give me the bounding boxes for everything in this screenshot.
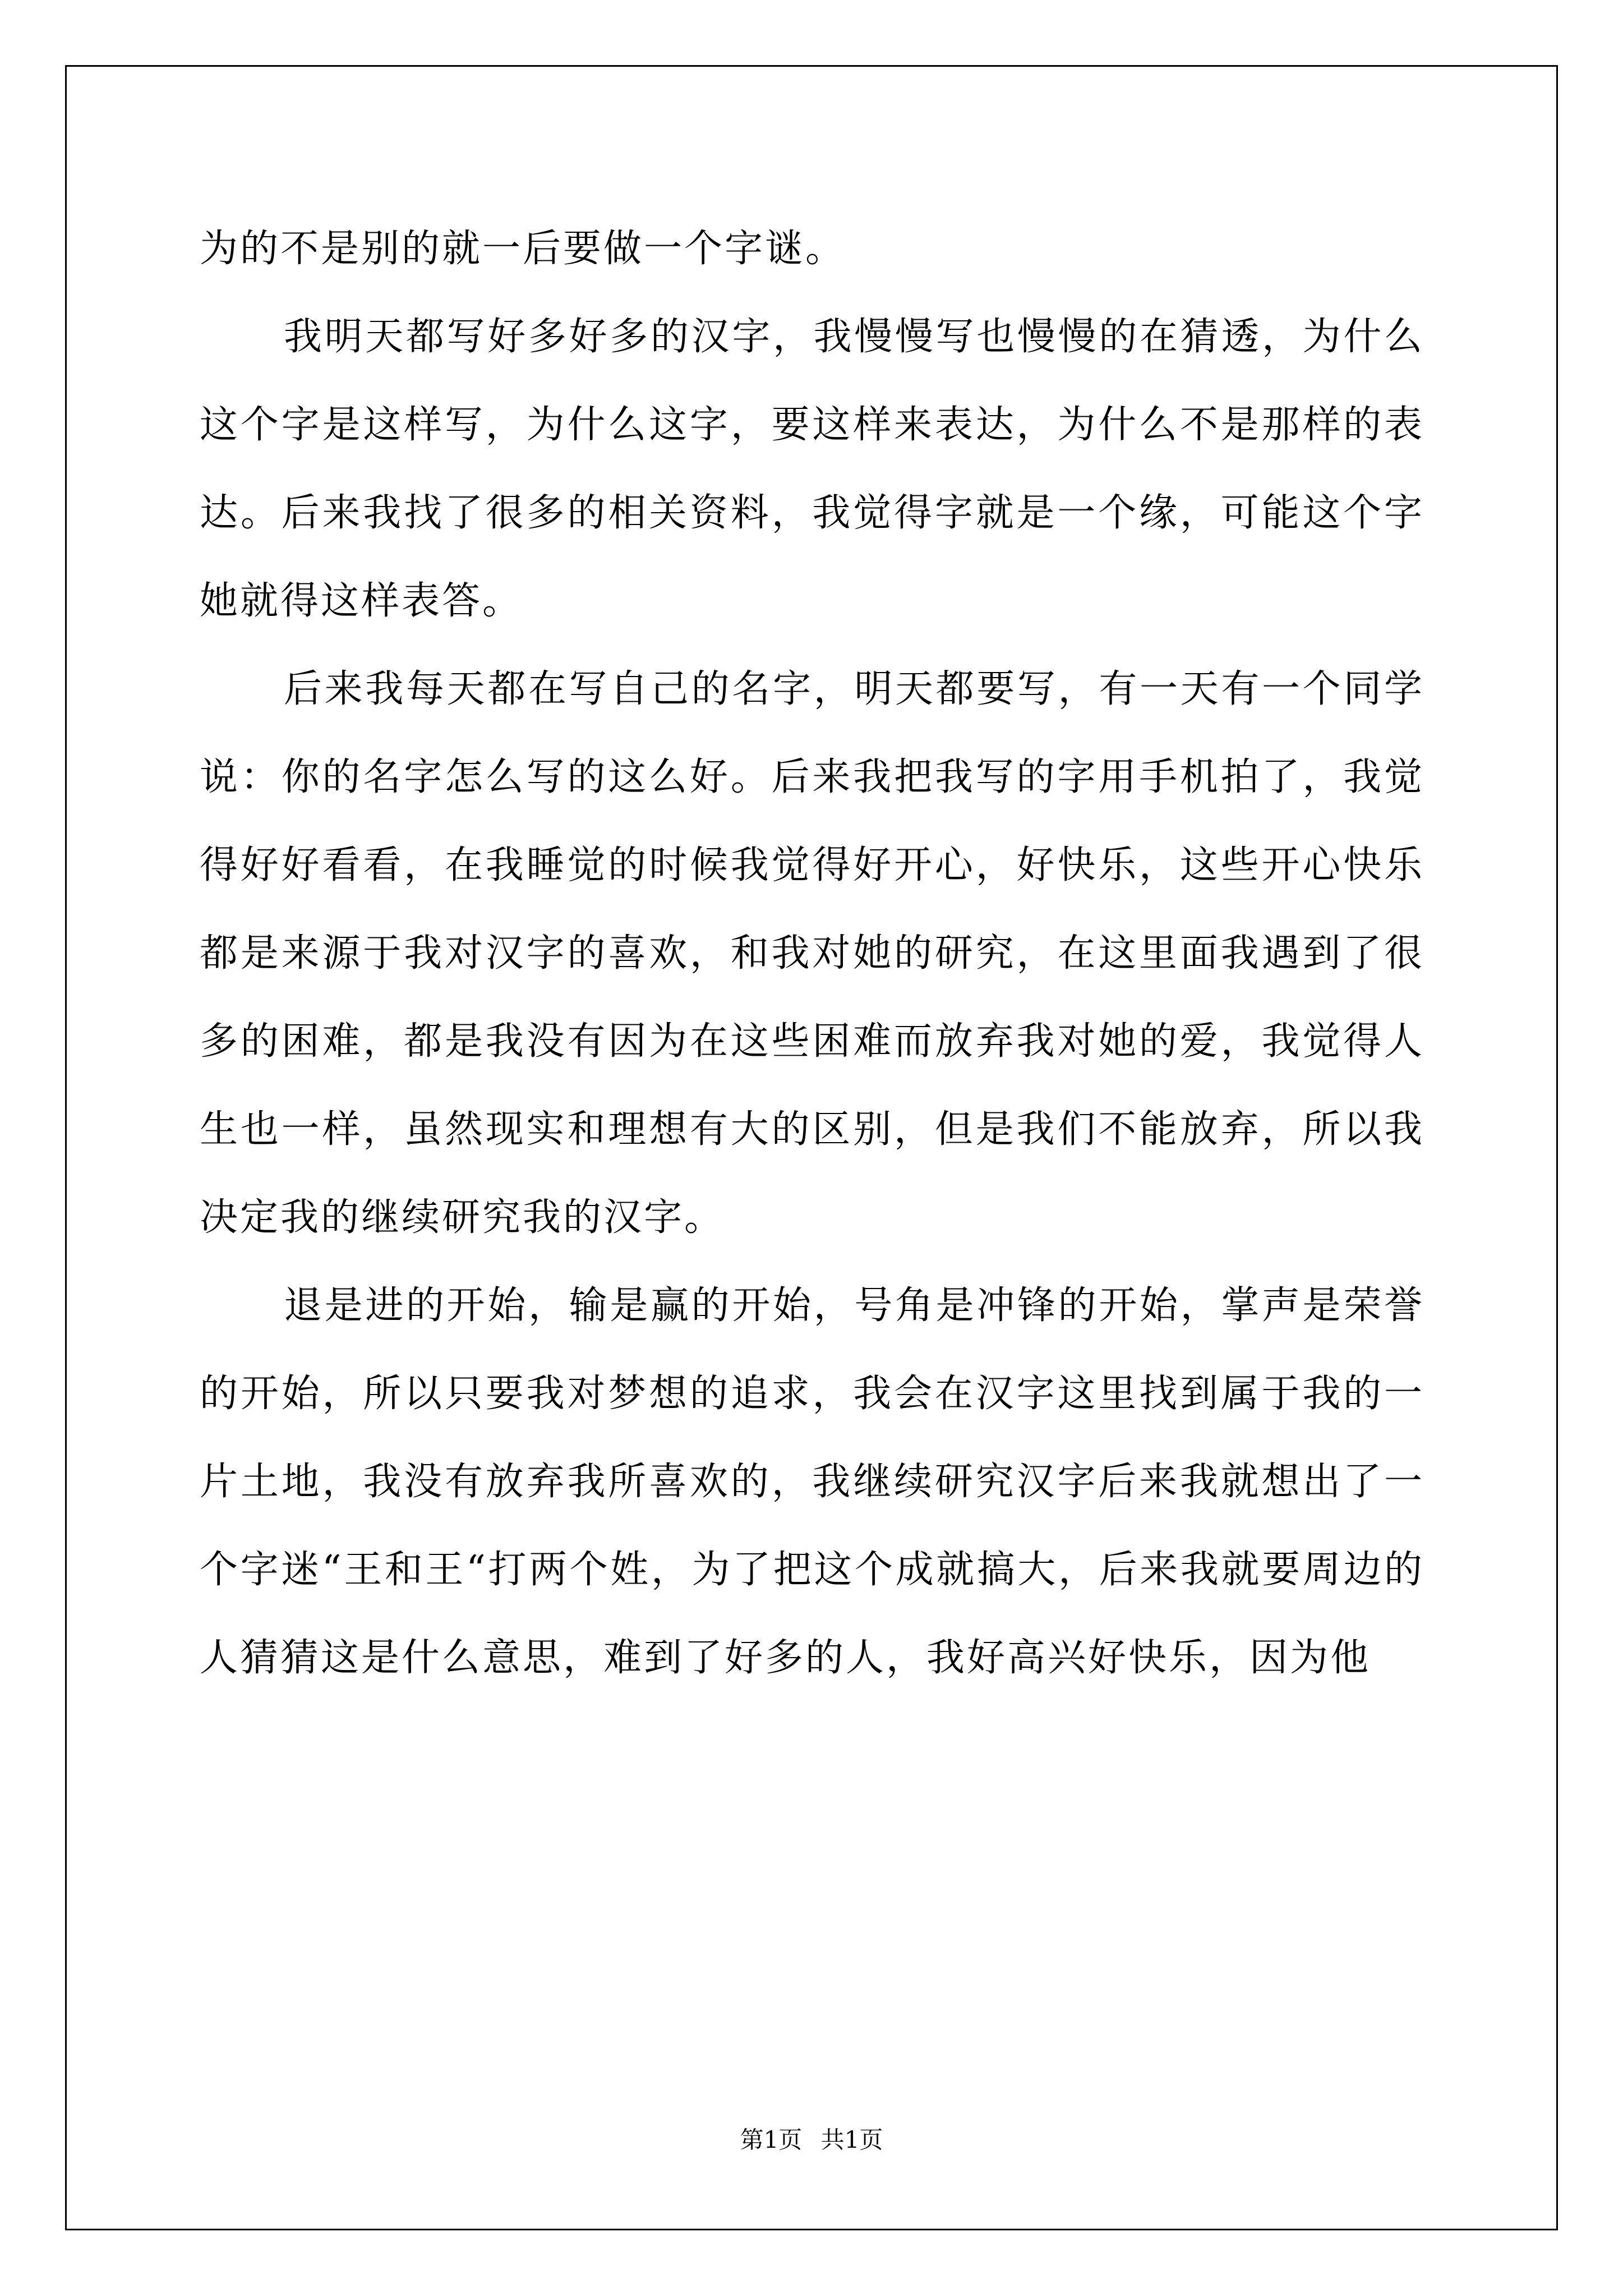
page-footer — [0, 2122, 1623, 2155]
paragraph-3: 后来我每天都在写自己的名字，明天都要写，有一天有一个同学说：你的名字怎么写的这么好。后来我把我写的字用手机拍了，我觉得好好看看，在我睡觉的时候我觉得好开心，好快乐，这些开心快乐都是来源于我对汉字的喜欢，和我对她的研究，在这里面我遇到了很多的困难，都是我没有因为在这些困难而放弃我对她的爱，我觉得人生也一样，虽然现实和理想有大的区别，但是我们不能放弃，所以我决定我的继续研究我的汉字。 — [200, 667, 1424, 1240]
document-body — [200, 205, 1424, 1702]
paragraph-1: 为的不是别的就一后要做一个字谜。 — [200, 227, 846, 271]
page-number: 第1页 — [740, 2126, 803, 2154]
page-total: 共1页 — [820, 2126, 883, 2154]
paragraph-2: 我明天都写好多好多的汉字，我慢慢写也慢慢的在猜透，为什么这个字是这样写，为什么这字，要这样来表达，为什么不是那样的表达。后来我找了很多的相关资料，我觉得字就是一个缘，可能这个字她就得这样表答。 — [200, 315, 1424, 623]
paragraph-4: 退是进的开始，输是赢的开始，号角是冲锋的开始，掌声是荣誉的开始，所以只要我对梦想的追求，我会在汉字这里找到属于我的一片土地，我没有放弃我所喜欢的，我继续研究汉字后来我就想出了一个字迷“王和王“打两个姓，为了把这个成就搞大，后来我就要周边的人猜猜这是什么意思，难到了好多的人，我好高兴好快乐，因为他 — [200, 1283, 1424, 1680]
